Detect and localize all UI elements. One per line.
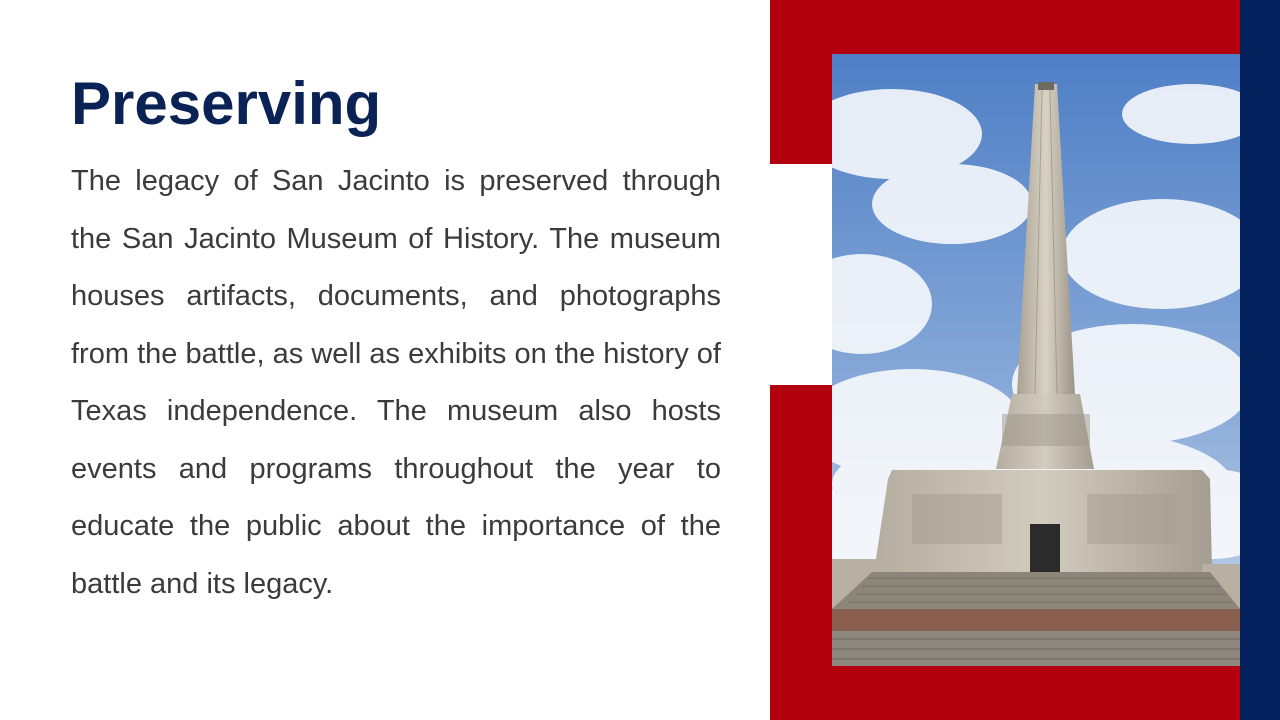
navy-accent-bar xyxy=(1240,0,1280,720)
monument-photo xyxy=(832,54,1240,666)
slide-title: Preserving xyxy=(71,70,382,137)
slide-body-text: The legacy of San Jacinto is preserved through the San Jacinto Museum of History. The museum houses artifacts, documents, and photographs from the battle, as well as exhibits on the history of Texas independence. The museum also hosts events and programs throughout the year to educate the public about the importance of the battle and its legacy. xyxy=(71,165,721,600)
